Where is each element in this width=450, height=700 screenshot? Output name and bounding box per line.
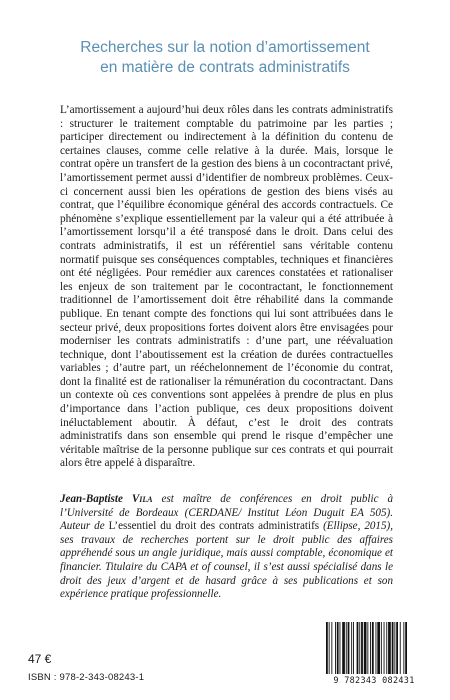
barcode-bar — [384, 622, 385, 674]
book-summary: L’amortissement a aujourd’hui deux rôles dans les contrats administratifs : structurer le traitement comptable du patrimoine par les parties ; participer directement ou indirectement à la définition du contenu de certaines clauses, comme celle relative à la durée. Mais, lorsque le contrat opère un transfert de la gestion des biens à un cocontractant privé, l’amortissement permet aussi d’identifier de nombreux problèmes. Ceux-ci concernent aussi bien les opérations de gestion des biens visés au contrat, que l’équilibre économique général des accords contractuels. Ce phénomène s’explique essentiellement par la valeur qui a été attribuée à l’amortissement lorsqu’il a été transposé dans le droit. Dans celui des contrats administratifs, il est un référentiel sans véritable contenu normatif puisque ses conséquences comptables, techniques et financières ont été négligées. Pour remédier aux carences constatées et rationaliser les enjeux de son traitement par le cocontractant, le fonctionnement traditionnel de l’amortissement doit être réhabilité dans la commande publique. En tenant compte des fonctions qui lui sont attribuées dans le secteur privé, deux propositions fortes doivent alors être envisagées pour moderniser les contrats administratifs : d’une part, une réévaluation technique, dont l’aboutissement est la création de durées contractuelles variables ; d’autre part, un rééchelonnement de l’économie du contrat, dont la finalité est de rationaliser la rémunération du cocontractant. Dans un contexte où ces conventions sont appelées à prendre de plus en plus d’importance dans l’action publique, ces deux propositions doivent inéluctablement aboutir. À défaut, c’est le droit des contrats administratifs dans son ensemble qui prend le risque d’empêcher une véritable maîtrise de la personne publique sur ces contrats et qui pourrait alors être appelé à disparaître. — [60, 104, 393, 470]
barcode-bar — [340, 622, 341, 674]
barcode-bar — [342, 622, 345, 674]
barcode-bar — [377, 622, 380, 674]
barcode-bars — [318, 622, 430, 678]
author-bio-part-2: (Ellipse, 2015), ses travaux de recherches portent sur le droit public des affaires appréhendé sous un angle juridique, mais aussi comptable, économique et financier. Titulaire du CAPA et of counsel, il s’est aussi spécialisé dans le droit des jeux d’argent et de hasard grâce à ses publications et son expérience pratique professionnelle. — [60, 520, 393, 601]
barcode-bar — [359, 622, 360, 674]
book-title-line-1: Recherches sur la notion d’amortissement — [80, 39, 370, 56]
barcode-bar — [386, 622, 387, 674]
barcode-bar — [348, 622, 350, 674]
author-book-title: L’essentiel du droit des contrats administratifs — [108, 520, 320, 533]
barcode-digits: 9 782343 082431 — [318, 676, 430, 686]
barcode-bar — [331, 622, 332, 674]
barcode-bar — [351, 622, 352, 674]
barcode-bar — [392, 622, 394, 674]
author-first-name: Jean-Baptiste — [60, 493, 123, 505]
barcode-bar — [329, 622, 330, 674]
barcode-bar — [370, 622, 371, 674]
book-title — [0, 38, 450, 78]
barcode-bar — [403, 622, 404, 674]
barcode-bar — [396, 622, 398, 674]
barcode-bar — [376, 622, 377, 674]
author-last-name: Vila — [131, 493, 153, 505]
author-bio — [60, 493, 393, 602]
barcode-bar — [346, 622, 347, 674]
barcode-bar — [367, 622, 368, 674]
barcode-bar — [381, 622, 382, 674]
price-label: 47 € — [28, 652, 52, 666]
book-title-line-2: en matière de contrats administratifs — [100, 59, 350, 76]
barcode-bar — [326, 622, 328, 674]
barcode-bar — [394, 622, 395, 674]
barcode-bar — [357, 622, 359, 674]
barcode-bar — [337, 622, 339, 674]
barcode-bar — [388, 622, 391, 674]
barcode-bar — [361, 622, 363, 674]
barcode-bar — [400, 622, 401, 674]
barcode-bar — [364, 622, 367, 674]
barcode-bar — [405, 622, 407, 674]
author-bio-part-1: est maître de conférences en droit public à l’Université de Bordeaux (CERDANE/ Institut Léon Duguit EA 505). Auteur de — [60, 493, 393, 533]
barcode-bar — [353, 622, 354, 674]
barcode-bar — [372, 622, 374, 674]
barcode-bar — [335, 622, 336, 674]
isbn-label: ISBN : 978-2-343-08243-1 — [28, 672, 145, 683]
